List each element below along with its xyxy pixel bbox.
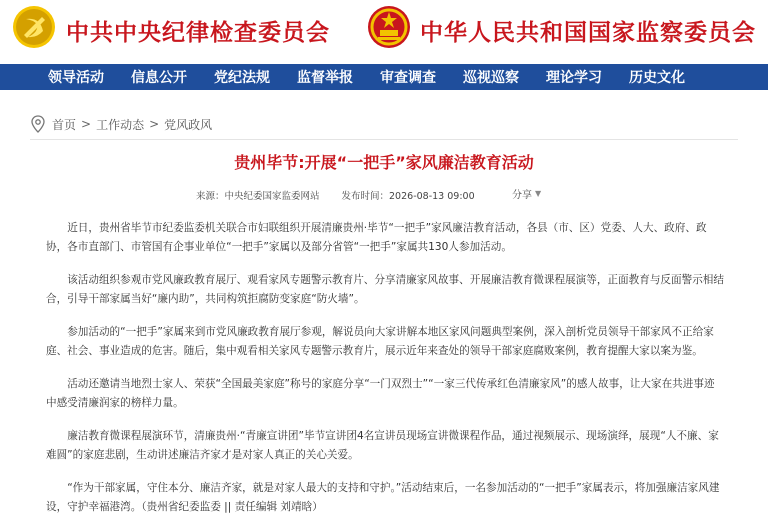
share-button[interactable]	[512, 186, 541, 201]
article-date: 发布时间：2026-08-13 09:00	[341, 191, 475, 202]
nav-item-investigation[interactable]: 审查调查	[380, 70, 436, 86]
article-paragraph: 廉洁教育微课程展演环节，清廉贵州·“青廉宣讲团”毕节宣讲团4名宣讲员现场宣讲微课程作品，通过视频展示、现场演绎，展现“人不廉、家难圆”的家庭悲剧，生动讲述廉洁齐家才是对家人真正的关心关爱。	[46, 430, 719, 461]
national-commission-title[interactable]: 中华人民共和国国家监察委员会	[420, 19, 756, 46]
chevron-down-icon: ▼	[535, 189, 542, 198]
national-emblem-icon[interactable]	[366, 4, 412, 50]
article-source: 来源：中央纪委国家监委网站	[196, 191, 320, 202]
nav-item-party-regulations[interactable]: 党纪法规	[214, 70, 270, 86]
article-paragraph: 参加活动的“一把手”家属来到市党风廉政教育展厅参观，解说员向大家讲解本地区家风问题典型案例，深入剖析党员领导干部家风不正给家庭、社会、事业造成的危害。随后，集中观看相关家风专题警示教育片，展示近年来查处的领导干部家庭腐败案例，教育提醒大家以案为鉴。	[46, 326, 714, 357]
cpc-commission-title[interactable]: 中共中央纪律检查委员会	[66, 19, 330, 46]
breadcrumb-home[interactable]: 首页	[52, 117, 77, 132]
article-paragraph: 近日，贵州省毕节市纪委监委机关联合市妇联组织开展清廉贵州·毕节“一把手”家风廉洁教育活动，各县（市、区）党委、人大、政府、政协，各市直部门、市管国有企事业单位“一把手”家属以及部分省管“一把手”家属共130人参加活动。	[46, 222, 707, 253]
article-body	[46, 219, 724, 518]
divider	[30, 139, 738, 140]
nav-item-report[interactable]: 监督举报	[297, 70, 353, 86]
site-header	[0, 0, 768, 64]
share-label: 分享	[512, 190, 532, 201]
breadcrumb-separator: >	[149, 117, 160, 131]
nav-item-inspection[interactable]: 巡视巡察	[463, 70, 519, 86]
article-paragraph: “作为干部家属，守住本分、廉洁齐家，就是对家人最大的支持和守护。”活动结束后，一名参加活动的“一把手”家属表示，将加强廉洁家风建设，守护幸福港湾。（贵州省纪委监委 || 责任编辑 刘靖晗）	[46, 482, 720, 513]
nav-item-leadership[interactable]: 领导活动	[48, 70, 104, 86]
article-meta	[196, 188, 475, 202]
location-pin-icon	[30, 115, 46, 133]
breadcrumb-work-news[interactable]: 工作动态	[96, 117, 145, 132]
main-nav	[0, 64, 768, 90]
breadcrumb	[30, 114, 212, 134]
article-paragraph: 该活动组织参观市党风廉政教育展厅、观看家风专题警示教育片、分享清廉家风故事、开展廉洁教育微课程展演等，正面教育与反面警示相结合，引导干部家属当好“廉内助”，共同构筑拒腐防变家庭“防火墙”。	[46, 274, 724, 305]
nav-item-info-disclosure[interactable]: 信息公开	[131, 70, 187, 86]
article-title: 贵州毕节:开展“一把手”家风廉洁教育活动	[234, 153, 534, 172]
nav-item-history-culture[interactable]: 历史文化	[629, 70, 685, 86]
party-emblem-icon[interactable]	[12, 5, 56, 49]
nav-item-theory-study[interactable]: 理论学习	[546, 70, 602, 86]
breadcrumb-party-style[interactable]: 党风政风	[164, 117, 213, 132]
breadcrumb-separator: >	[81, 117, 92, 131]
article-paragraph: 活动还邀请当地烈士家人、荣获“全国最美家庭”称号的家庭分享“一门双烈士”“一家三代传承红色清廉家风”的感人故事，让大家在共进事迹中感受清廉润家的榜样力量。	[46, 378, 715, 409]
